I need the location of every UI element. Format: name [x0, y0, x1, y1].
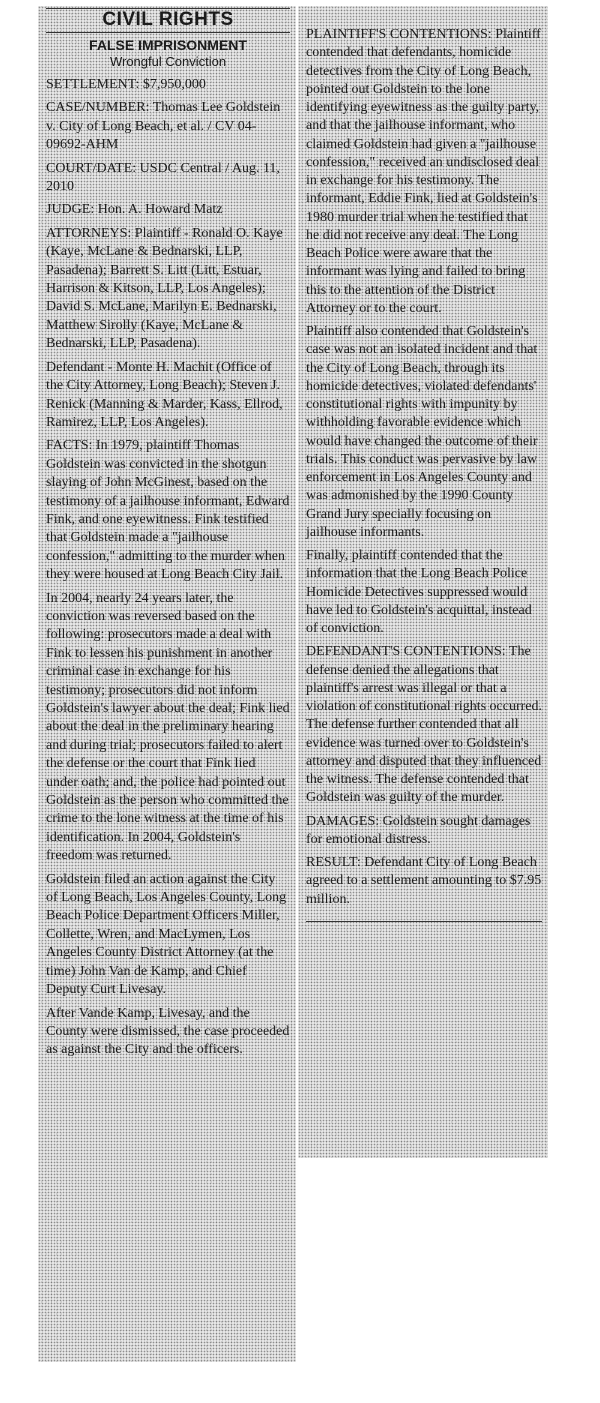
damages-paragraph: DAMAGES: Goldstein sought damages for emotional distress.: [306, 813, 531, 847]
plaintiff-contentions-paragraph: PLAINTIFF'S CONTENTIONS: Plaintiff contended that defendants, homicide detectives from the City of Long Beach, pointed out Goldstein to the lone identifying eyewitness as the guilty party, and that the jailhouse informant, who claimed Goldstein had given a "jailhouse confession," received an undisclosed deal in exchange for his testimony. The informant, Eddie Fink, lied at Goldstein's 1980 murder trial when he testified that he did not receive any deal. The Long Beach Police were aware that the informant was lying and failed to bring this to the attention of the District Attorney or to the court.: [306, 27, 541, 316]
plaintiff-further-contentions-paragraph: Plaintiff also contended that Goldstein's case was not an isolated incident and that the City of Long Beach, through its homicide detectives, violated defendants' constitutional rights with impunity by withholding favorable evidence which would have changed the outcome of their trials. This conduct was pervasive by law enforcement in Los Angeles County and was admonished by the 1990 County Grand Jury specially focusing on jailhouse informants.: [306, 324, 538, 540]
case-number-paragraph: CASE/NUMBER: Thomas Lee Goldstein v. City of Long Beach, et al. / CV 04-09692-AHM: [46, 100, 281, 153]
closing-rule: [306, 921, 542, 922]
right-column: [298, 6, 548, 1158]
judge-paragraph: JUDGE: Hon. A. Howard Matz: [46, 202, 223, 218]
dismissal-paragraph: After Vande Kamp, Livesay, and the County were dismissed, the case proceeded as against the City and the officers.: [46, 1005, 290, 1058]
settlement-paragraph: SETTLEMENT: $7,950,000: [46, 77, 206, 92]
reversal-paragraph: In 2004, nearly 24 years later, the conviction was reversed based on the following: prosecutors made a deal with Fink to lessen his punishment in another criminal case in exchange for his testimony; prosecutors did not inform Goldstein's lawyer about the deal; Fink lied about the deal in the preliminary hearing and during trial; prosecutors failed to alert the defense or the court that Fink lied under oath; and, the police had pointed out Goldstein as the person who committed the crime to the lone witness at the time of his identification. In 2004, Goldstein's freedom was returned.: [46, 590, 290, 864]
section-title: CIVIL RIGHTS: [46, 8, 290, 33]
action-filed-paragraph: Goldstein filed an action against the City of Long Beach, Los Angeles County, Long Beach Police Department Officers Miller, Collette, Wren, and MacLymen, Los Angeles County District Attorney (at the time) John Van de Kamp, and Chief Deputy Curt Livesay.: [46, 871, 287, 998]
defendant-attorneys-paragraph: Defendant - Monte H. Machit (Office of the City Attorney, Long Beach); Steven J. Renick (Manning & Marder, Kass, Ellrod, Ramirez, LLP, Los Angeles).: [46, 359, 283, 430]
subcategory-title: Wrongful Conviction: [109, 54, 227, 69]
plaintiff-attorneys-paragraph: ATTORNEYS: Plaintiff - Ronald O. Kaye (Kaye, McLane & Bednarski, LLP, Pasadena); Barrett S. Litt (Litt, Estuar, Harrison & Kitson, LLP, Los Angeles); David S. McLane, Marilyn E. Bednarski, Matthew Sirolly (Kaye, McLane & Bednarski, LLP, Pasadena).: [46, 225, 283, 352]
plaintiff-final-contention-paragraph: Finally, plaintiff contended that the information that the Long Beach Police Homicide Detectives suppressed would have led to Goldstein's acquittal, instead of conviction.: [306, 548, 532, 636]
defendant-contentions-paragraph: DEFENDANT'S CONTENTIONS: The defense denied the allegations that plaintiff's arrest was illegal or that a violation of constitutional rights occurred. The defense further contended that all evidence was turned over to Goldstein's attorney and disputed that they influenced the witness. The defense contended that Goldstein was guilty of the murder.: [306, 644, 543, 806]
category-title: FALSE IMPRISONMENT: [89, 37, 247, 53]
court-date-paragraph: COURT/DATE: USDC Central / Aug. 11, 2010: [46, 160, 280, 195]
left-column: [38, 6, 296, 1362]
result-paragraph: RESULT: Defendant City of Long Beach agreed to a settlement amounting to $7.95 million.: [306, 855, 542, 907]
facts-paragraph: FACTS: In 1979, plaintiff Thomas Goldstein was convicted in the shotgun slaying of John McGinest, based on the testimony of a jailhouse informant, Edward Fink, and one eyewitness. Fink testified that Goldstein made a "jailhouse confession," admitting to the murder when they were housed at Long Beach City Jail.: [46, 438, 290, 583]
